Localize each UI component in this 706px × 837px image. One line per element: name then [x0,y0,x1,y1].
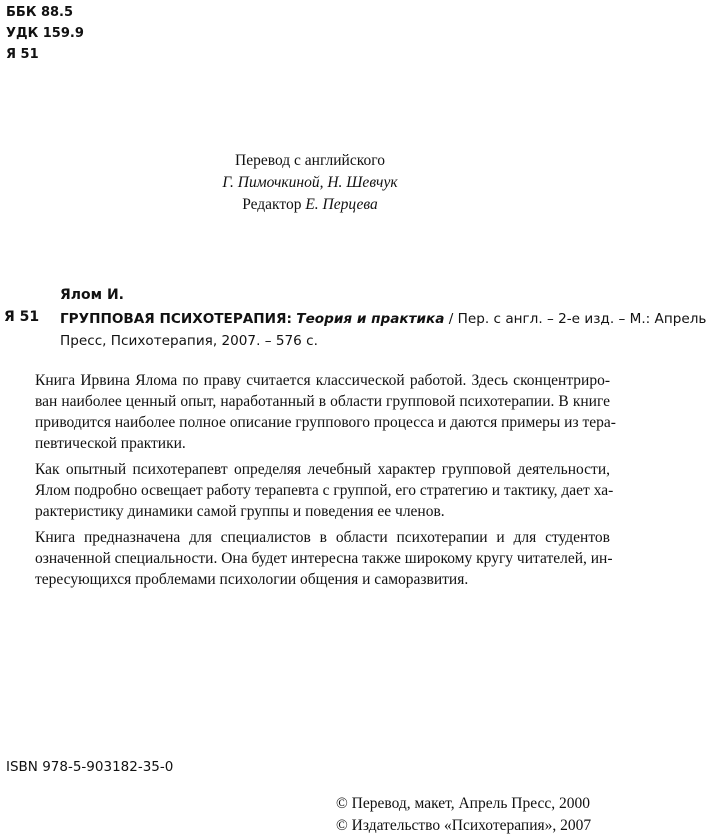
book-subtitle: Теория и практика [296,311,445,327]
copyright-line-2: © Издательство «Психотерапия», 2007 [336,817,592,834]
annotation-line: рактеристику динамики самой группы и поведения ее членов. [35,503,445,520]
copyright-notice [336,793,591,837]
publication-details: / Пер. с англ. – 2-е изд. – М.: Апрель [448,311,706,327]
editor-name: Е. Перцева [305,196,378,213]
copyright-line-1: © Перевод, макет, Апрель Пресс, 2000 [336,795,590,812]
annotation-paragraph-3 [35,527,613,590]
publication-details-continued: Пресс, Психотерапия, 2007. – 576 с. [60,332,318,349]
translators: Г. Пимочкиной, Н. Шевчук [222,174,398,191]
editor-label: Редактор [242,196,302,213]
annotation-line: Ялом подробно освещает работу терапевта с группой, его стратегию и тактику, дает ха- [35,482,614,499]
editor-line [0,194,620,216]
bibliographic-code: Я 51 [4,309,40,325]
annotation-line: означенной специальности. Она будет интересна также широкому кругу читателей, ин- [35,550,613,567]
annotation-paragraph-2 [35,459,614,522]
annotation-line: Как опытный психотерапевт определяя лечебный характер групповой деятельности, [35,461,610,478]
annotation-line: ван наиболее ценный опыт, наработанный в области групповой психотерапии. В книге [35,393,610,410]
bbk-code: ББК 88.5 [6,5,74,20]
bibliographic-description [60,309,706,352]
annotation-line: тересующихся проблемами психологии общения и саморазвития. [35,571,469,588]
classification-codes [6,2,84,65]
isbn: ISBN 978-5-903182-35-0 [6,759,174,775]
book-title: ГРУППОВАЯ ПСИХОТЕРАПИЯ: [60,311,292,327]
author-mark: Я 51 [6,47,39,62]
annotation-line: приводится наиболее полное описание группового процесса и даются примеры из тера- [35,414,616,431]
annotation-line: Книга Ирвина Ялома по праву считается классической работой. Здесь сконцентриро- [35,372,610,389]
annotation-line: певтической практики. [35,435,186,452]
author-heading: Ялом И. [60,287,125,303]
annotation [35,370,616,595]
translated-from: Перевод с английского [235,152,385,169]
annotation-paragraph-1 [35,370,616,454]
annotation-line: Книга предназначена для специалистов в области психотерапии и для студентов [35,529,610,546]
udk-code: УДК 159.9 [6,26,84,41]
translation-credits [0,150,620,216]
